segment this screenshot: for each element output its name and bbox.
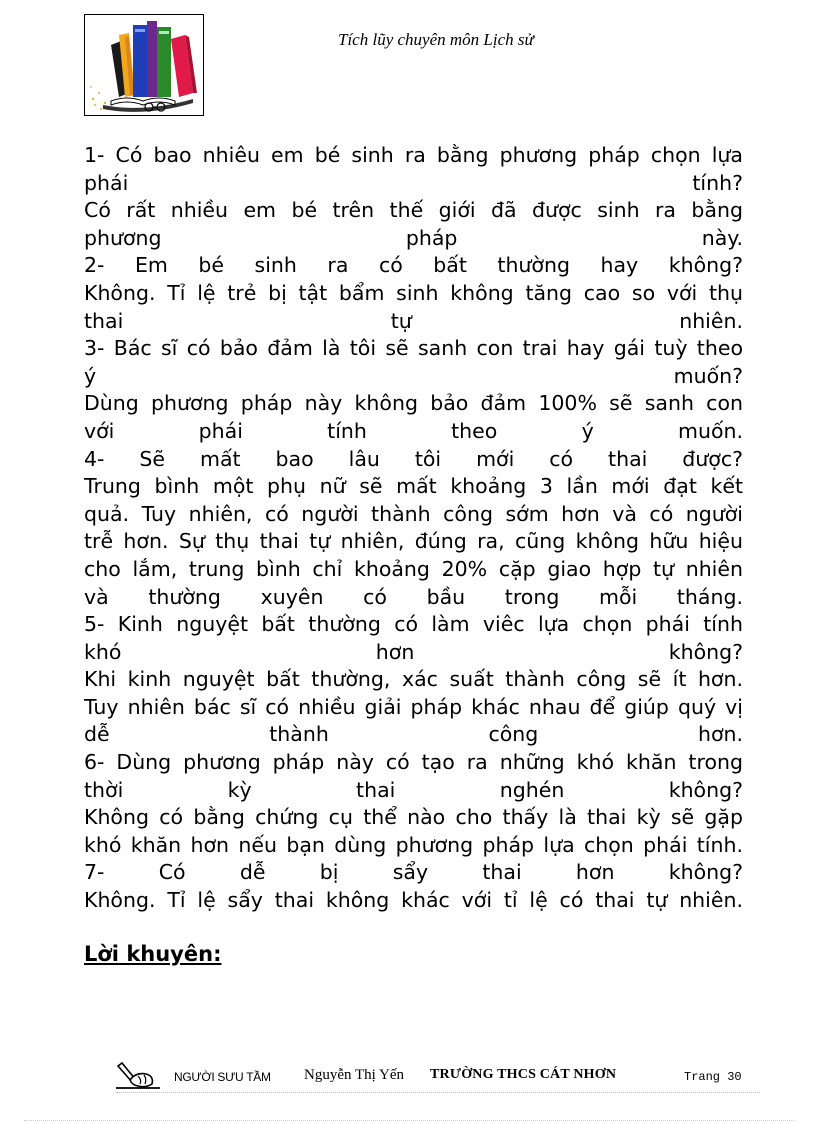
text-line: 1- Có bao nhiêu em bé sinh ra bằng phương pháp chọn lựa — [84, 143, 743, 167]
writing-hand-icon — [116, 1060, 160, 1090]
text-line: 3- Bác sĩ có bảo đảm là tôi sẽ sanh con trai hay gái tuỳ theo — [84, 336, 743, 361]
text-line: 5- Kinh nguyệt bất thường có làm viêc lựa chọn phái tính — [84, 612, 743, 637]
text-line: Không. Tỉ lệ sẩy thai không khác với tỉ lệ có thai tự nhiên. — [84, 888, 743, 913]
text-line: Tuy nhiên bác sĩ có nhiều giải pháp khác nhau để giúp quý vị — [84, 694, 743, 719]
text-line: 4- Sẽ mất bao lâu tôi mới có thai được? — [84, 446, 743, 471]
text-line: dễ thành công hơn. — [84, 722, 743, 747]
text-line: 7- Có dễ bị sẩy thai hơn không? — [84, 860, 743, 885]
text-line: khó hơn không? — [84, 639, 743, 664]
author-name: Nguyễn Thị Yến — [304, 1067, 404, 1083]
text-line: 6- Dùng phương pháp này có tạo ra những khó khăn trong — [84, 750, 743, 775]
header-title: Tích lũy chuyên môn Lịch sử — [338, 30, 534, 49]
text-line: ý muốn? — [84, 363, 743, 388]
footer-divider — [116, 1092, 760, 1093]
text-line: khó khăn hơn nếu bạn dùng phương pháp lựa chọn phái tính. — [84, 832, 743, 857]
page-bottom-divider — [24, 1120, 794, 1121]
advice-heading: Lời khuyên: — [84, 942, 222, 966]
text-line: 2- Em bé sinh ra có bất thường hay không? — [84, 253, 743, 278]
text-line: với phái tính theo ý muốn. — [84, 418, 743, 443]
text-line: phái tính? — [84, 170, 743, 195]
header-logo — [84, 14, 204, 116]
text-line: trễ hơn. Sự thụ thai tự nhiên, đúng ra, cũng không hữu hiệu — [84, 529, 743, 554]
page-number: Trang 30 — [684, 1070, 742, 1084]
text-line: Khi kinh nguyệt bất thường, xác suất thành công sẽ ít hơn. — [84, 667, 743, 692]
text-line: Không có bằng chứng cụ thể nào cho thấy là thai kỳ sẽ gặp — [84, 805, 743, 830]
text-line: Trung bình một phụ nữ sẽ mất khoảng 3 lần mới đạt kết — [84, 474, 743, 499]
text-line: phương pháp này. — [84, 225, 743, 250]
text-line: Có rất nhiều em bé trên thế giới đã được sinh ra bằng — [84, 198, 743, 223]
text-line: cho lắm, trung bình chỉ khoảng 20% cặp giao hợp tự nhiên — [84, 556, 743, 581]
text-line: Không. Tỉ lệ trẻ bị tật bẩm sinh không tăng cao so với thụ — [84, 280, 743, 305]
school-name: TRƯỜNG THCS CÁT NHƠN — [430, 1067, 617, 1082]
text-line: thời kỳ thai nghén không? — [84, 777, 743, 802]
collector-label: NGƯỜI SƯU TẦM — [174, 1070, 271, 1084]
body-text — [84, 142, 743, 915]
books-icon — [85, 15, 203, 115]
text-line: Dùng phương pháp này không bảo đảm 100% sẽ sanh con — [84, 391, 743, 416]
text-line: quả. Tuy nhiên, có người thành công sớm hơn và có người — [84, 501, 743, 526]
text-line: và thường xuyên có bầu trong mỗi tháng. — [84, 584, 743, 609]
page-footer — [0, 1058, 816, 1098]
text-line: thai tự nhiên. — [84, 308, 743, 333]
